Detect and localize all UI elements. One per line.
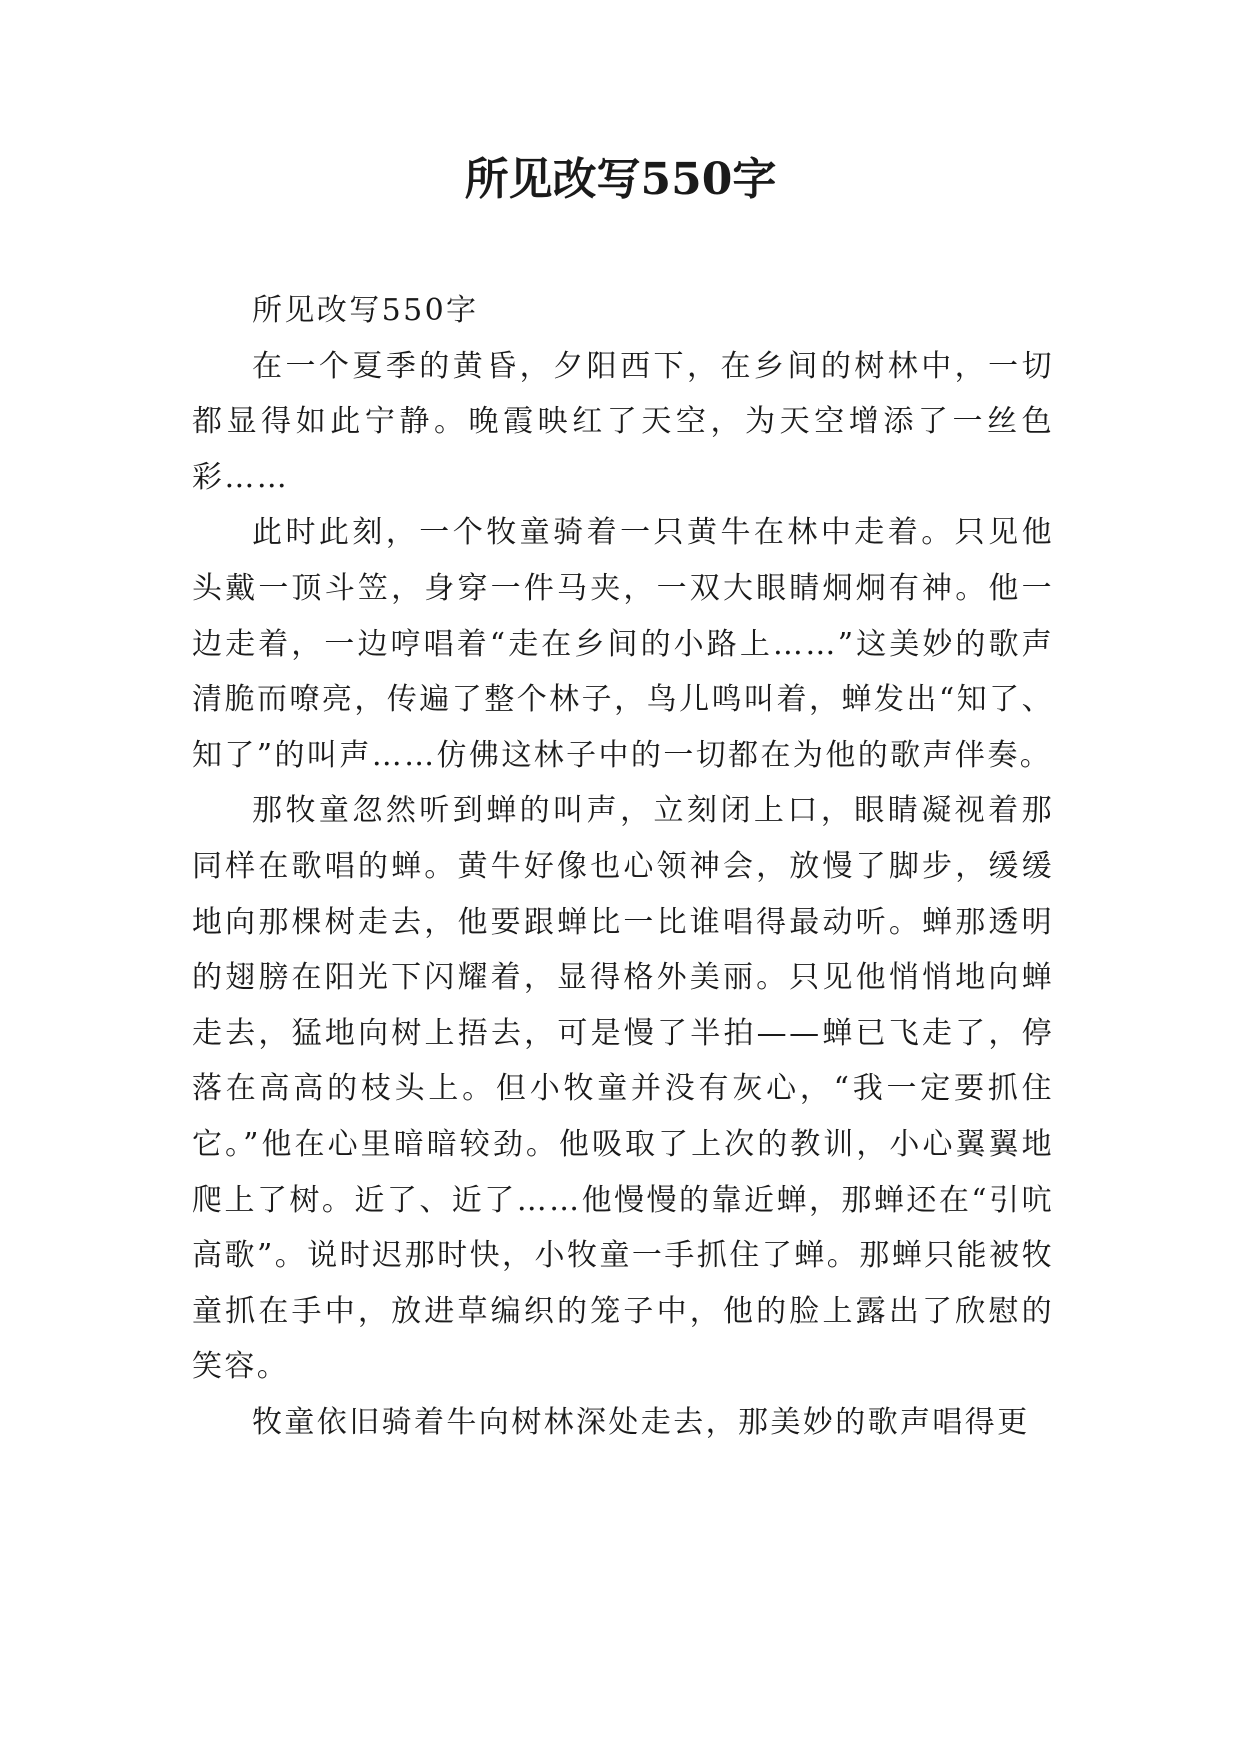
paragraph-subtitle: 所见改写550字	[252, 293, 479, 328]
document-title: 所见改写550字	[464, 154, 777, 205]
document-body	[192, 283, 1054, 1450]
paragraph: 那牧童忽然听到蝉的叫声，立刻闭上口，眼睛凝视着那同样在歌唱的蝉。黄牛好像也心领神会，放慢了脚步，缓缓地向那棵树走去，他要跟蝉比一比谁唱得最动听。蝉那透明的翅膀在阳光下闪耀着，显得格外美丽。只见他悄悄地向蝉走去，猛地向树上捂去，可是慢了半拍——蝉已飞走了，停落在高高的枝头上。但小牧童并没有灰心，“我一定要抓住它。”他在心里暗暗较劲。他吸取了上次的教训，小心翼翼地爬上了树。近了、近了……他慢慢的靠近蝉，那蝉还在“引吭高歌”。说时迟那时快，小牧童一手抓住了蝉。那蝉只能被牧童抓在手中，放进草编织的笼子中，他的脸上露出了欣慰的笑容。	[192, 793, 1054, 1385]
paragraph: 此时此刻，一个牧童骑着一只黄牛在林中走着。只见他头戴一顶斗笠，身穿一件马夹，一双大眼睛炯炯有神。他一边走着，一边哼唱着“走在乡间的小路上……”这美妙的歌声清脆而嘹亮，传遍了整个林子，鸟儿鸣叫着，蝉发出“知了、知了”的叫声……仿佛这林子中的一切都在为他的歌声伴奏。	[192, 515, 1054, 773]
paragraph: 在一个夏季的黄昏，夕阳西下，在乡间的树林中，一切都显得如此宁静。晚霞映红了天空，为天空增添了一丝色彩……	[192, 348, 1054, 495]
paragraph: 牧童依旧骑着牛向树林深处走去，那美妙的歌声唱得更	[252, 1404, 1030, 1440]
